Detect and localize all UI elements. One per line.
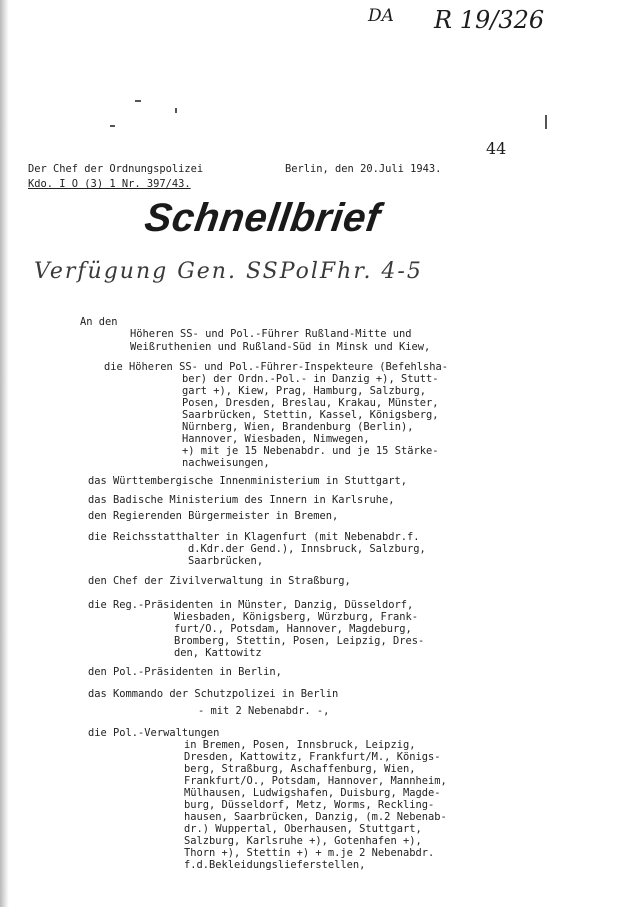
address-line: burg, Düsseldorf, Metz, Worms, Reckling- xyxy=(184,799,435,811)
place-date: Berlin, den 20.Juli 1943. xyxy=(285,163,442,175)
address-line: Frankfurt/O., Potsdam, Hannover, Mannheim, xyxy=(184,775,447,787)
address-line: gart +), Kiew, Prag, Hamburg, Salzburg, xyxy=(182,385,426,397)
address-line: dr.) Wuppertal, Oberhausen, Stuttgart, xyxy=(184,823,422,835)
scan-speck xyxy=(545,115,547,129)
address-line: Weißruthenien und Rußland-Süd in Minsk und Kiew, xyxy=(130,341,431,353)
address-line: Hannover, Wiesbaden, Nimwegen, xyxy=(182,433,370,445)
address-line: den Regierenden Bürgermeister in Bremen, xyxy=(88,510,339,522)
address-line: ber) der Ordn.-Pol.- in Danzig +), Stutt- xyxy=(182,373,439,385)
address-line: Nürnberg, Wien, Brandenburg (Berlin), xyxy=(182,421,414,433)
address-line: Mülhausen, Ludwigshafen, Duisburg, Magde- xyxy=(184,787,441,799)
address-line: Dresden, Kattowitz, Frankfurt/M., Königs- xyxy=(184,751,441,763)
address-line: berg, Straßburg, Aschaffenburg, Wien, xyxy=(184,763,416,775)
address-line: den, Kattowitz xyxy=(174,647,262,659)
address-line: Thorn +), Stettin +) + m.je 2 Nebenabdr. xyxy=(184,847,435,859)
address-line: furt/O., Potsdam, Hannover, Magdeburg, xyxy=(174,623,412,635)
page-number: 44 xyxy=(486,139,507,158)
address-line: die Pol.-Verwaltungen xyxy=(88,727,220,739)
address-line: - mit 2 Nebenabdr. -, xyxy=(198,705,330,717)
address-line: f.d.Bekleidungslieferstellen, xyxy=(184,859,366,871)
address-line: Wiesbaden, Königsberg, Würzburg, Frank- xyxy=(174,611,418,623)
address-line: hausen, Saarbrücken, Danzig, (m.2 Nebenab- xyxy=(184,811,447,823)
address-line: die Höheren SS- und Pol.-Führer-Inspekteure (Befehlsha- xyxy=(104,361,449,373)
address-line: in Bremen, Posen, Innsbruck, Leipzig, xyxy=(184,739,416,751)
scan-speck xyxy=(110,125,115,127)
address-line: die Reg.-Präsidenten in Münster, Danzig, Düsseldorf, xyxy=(88,599,414,611)
address-line: den Chef der Zivilverwaltung in Straßburg, xyxy=(88,575,351,587)
address-line: Posen, Dresden, Breslau, Krakau, Münster, xyxy=(182,397,439,409)
address-line: den Pol.-Präsidenten in Berlin, xyxy=(88,666,282,678)
address-line: nachweisungen, xyxy=(182,457,270,469)
address-line: Höheren SS- und Pol.-Führer Rußland-Mitte und xyxy=(130,328,412,340)
file-reference: Kdo. I O (3) 1 Nr. 397/43. xyxy=(28,178,191,190)
scan-speck xyxy=(135,100,141,102)
scan-speck xyxy=(175,108,177,113)
address-line: die Reichsstatthalter in Klagenfurt (mit Nebenabdr.f. xyxy=(88,531,420,543)
address-line: Saarbrücken, xyxy=(188,555,264,567)
address-line: d.Kdr.der Gend.), Innsbruck, Salzburg, xyxy=(188,543,426,555)
address-line: das Badische Ministerium des Innern in Karlsruhe, xyxy=(88,494,395,506)
address-line: Salzburg, Karlsruhe +), Gotenhafen +), xyxy=(184,835,422,847)
handwritten-note: Verfügung Gen. SSPolFhr. 4-5 xyxy=(34,259,423,284)
address-line: +) mit je 15 Nebenabdr. und je 15 Stärke- xyxy=(182,445,439,457)
scan-edge-shadow xyxy=(0,0,9,907)
address-line: An den xyxy=(80,316,118,328)
address-line: Bromberg, Stettin, Posen, Leipzig, Dres- xyxy=(174,635,425,647)
archive-mark-right: R 19/326 xyxy=(434,6,545,34)
archive-mark-left: DA xyxy=(368,6,394,26)
address-line: das Württembergische Innenministerium in Stuttgart, xyxy=(88,475,408,487)
address-line: Saarbrücken, Stettin, Kassel, Königsberg, xyxy=(182,409,439,421)
sender-line: Der Chef der Ordnungspolizei xyxy=(28,163,204,175)
schnellbrief-stamp: Schnellbrief xyxy=(141,196,384,240)
address-line: das Kommando der Schutzpolizei in Berlin xyxy=(88,688,339,700)
